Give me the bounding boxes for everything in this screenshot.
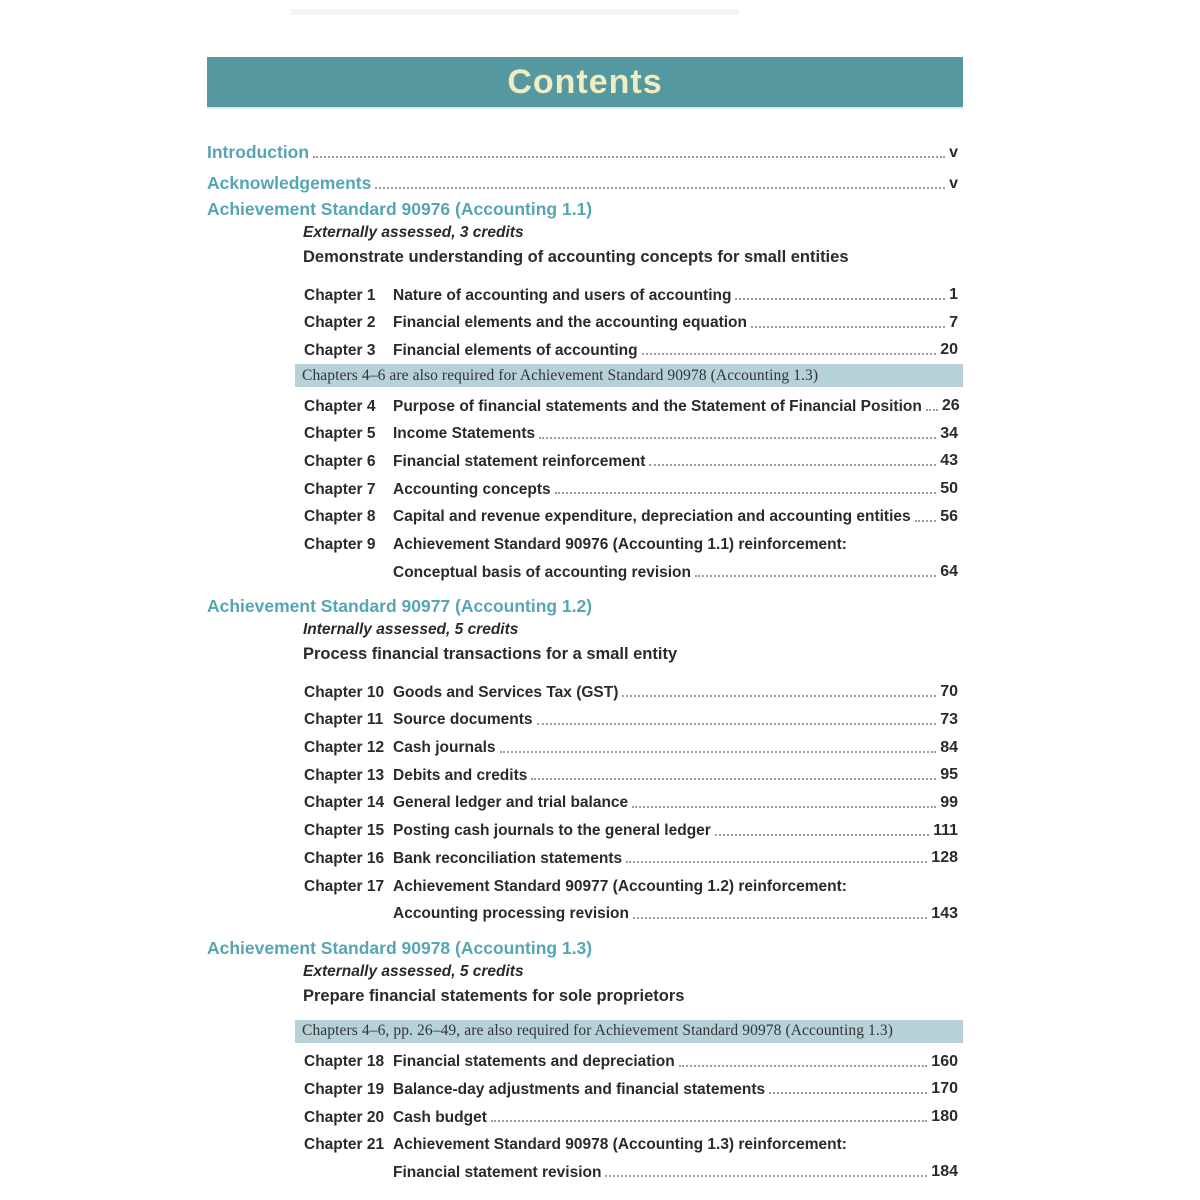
page-number: 99	[940, 793, 958, 811]
dotted-leader	[632, 806, 936, 808]
chapter-title: Financial statements and depreciation	[393, 1053, 675, 1071]
page-number: 26	[941, 397, 960, 415]
front-label: Introduction	[207, 141, 310, 162]
dotted-leader	[539, 437, 936, 439]
section-assessment: Externally assessed, 3 credits	[303, 224, 524, 241]
chapter-label: Chapter 1	[304, 286, 376, 304]
page-title: Contents	[507, 62, 663, 101]
dotted-leader	[926, 409, 938, 411]
page-number: 50	[940, 480, 958, 498]
chapter-label: Chapter 18	[304, 1053, 385, 1071]
chapter-label: Chapter 21	[304, 1136, 385, 1154]
page-number: 73	[940, 710, 958, 728]
toc-row	[207, 1103, 963, 1125]
chapter-title: Bank reconciliation statements	[393, 849, 623, 867]
section-description: Demonstrate understanding of accounting concepts for small entities	[303, 248, 849, 266]
dotted-leader	[735, 298, 945, 300]
page-number: 34	[940, 424, 958, 442]
chapter-title: Nature of accounting and users of accounting	[393, 286, 732, 304]
contents-header-bar	[207, 57, 963, 109]
section-description: Prepare financial statements for sole proprietors	[303, 986, 685, 1005]
chapter-label: Chapter 2	[304, 314, 376, 332]
note-bar	[295, 1020, 963, 1043]
chapter-title: Accounting concepts	[393, 480, 551, 498]
chapter-title: Financial statement revision	[393, 1163, 602, 1181]
toc-row	[207, 734, 963, 756]
chapter-title: Cash budget	[393, 1108, 487, 1126]
front-row	[207, 168, 963, 192]
chapter-title: Source documents	[393, 711, 533, 729]
dotted-leader	[626, 861, 927, 863]
chapter-title: Purpose of financial statements and the Statement of Financial Position	[393, 397, 922, 415]
chapter-title: Income Statements	[393, 425, 536, 443]
page-number: 43	[940, 452, 958, 470]
chapter-title: Posting cash journals to the general ledger	[393, 822, 711, 840]
toc-row	[207, 1131, 963, 1153]
toc-row	[207, 558, 963, 580]
toc-row	[207, 1075, 963, 1097]
dotted-leader	[622, 695, 936, 697]
chapter-title: Conceptual basis of accounting revision	[393, 563, 691, 581]
chapter-label: Chapter 17	[304, 877, 385, 895]
page-number: v	[949, 175, 958, 192]
chapter-title: Goods and Services Tax (GST)	[393, 683, 619, 701]
toc-row	[207, 761, 963, 783]
note-text: Chapters 4–6 are also required for Achievement Standard 90978 (Accounting 1.3)	[302, 366, 819, 384]
chapter-list	[207, 678, 963, 922]
dotted-leader	[500, 751, 937, 753]
toc-row	[207, 392, 963, 414]
dotted-leader	[695, 575, 936, 577]
chapter-title: Financial statement reinforcement	[393, 452, 646, 470]
chapter-label: Chapter 9	[304, 536, 376, 553]
page-number: 7	[949, 313, 958, 331]
chapter-label: Chapter 4	[304, 397, 376, 415]
page-number: 170	[931, 1080, 958, 1098]
dotted-leader	[751, 326, 945, 328]
chapter-label: Chapter 12	[304, 739, 385, 757]
chapter-label: Chapter 10	[304, 683, 385, 701]
page-number: 143	[931, 904, 958, 922]
toc-row	[207, 900, 963, 922]
section-description: Process financial transactions for a small entity	[303, 645, 678, 664]
page-number: 64	[940, 563, 958, 581]
page-number: 128	[931, 849, 958, 867]
section-heading: Achievement Standard 90978 (Accounting 1.3)	[207, 937, 593, 958]
chapter-title: Financial elements and the accounting equation	[393, 314, 747, 332]
page-number: 84	[940, 738, 958, 756]
sections-list	[207, 199, 963, 1180]
chapter-label: Chapter 16	[304, 849, 385, 867]
dotted-leader	[537, 723, 937, 725]
toc-row	[207, 1048, 963, 1070]
front-matter-list	[207, 137, 963, 192]
chapter-label: Chapter 14	[304, 794, 385, 812]
front-row	[207, 137, 963, 161]
dotted-leader	[642, 353, 937, 355]
chapter-label: Chapter 13	[304, 766, 385, 784]
page-number: 111	[933, 821, 958, 839]
dotted-leader	[555, 492, 937, 494]
chapter-label: Chapter 19	[304, 1080, 385, 1098]
dotted-leader	[915, 520, 937, 522]
chapter-title: Financial elements of accounting	[393, 341, 638, 359]
toc-section	[207, 199, 963, 580]
dotted-leader	[605, 1175, 927, 1177]
front-label: Acknowledgements	[207, 172, 372, 193]
contents-page	[207, 0, 963, 1186]
chapter-label: Chapter 15	[304, 822, 385, 840]
toc-row	[207, 531, 963, 553]
chapter-label: Chapter 20	[304, 1108, 385, 1126]
dotted-leader	[633, 917, 927, 919]
chapter-label: Chapter 3	[304, 341, 376, 359]
section-heading: Achievement Standard 90977 (Accounting 1.2)	[207, 596, 593, 617]
toc-section	[207, 938, 963, 1181]
section-assessment: Externally assessed, 5 credits	[303, 962, 524, 980]
page-number: 160	[931, 1052, 958, 1070]
chapter-label: Chapter 6	[304, 452, 376, 470]
chapter-title: Accounting processing revision	[393, 905, 629, 923]
page-number: 95	[940, 766, 958, 784]
chapter-title: General ledger and trial balance	[393, 794, 629, 812]
toc-row	[207, 1158, 963, 1180]
toc-row	[207, 475, 963, 497]
chapter-label: Chapter 8	[304, 508, 376, 526]
page-number: 70	[940, 683, 958, 701]
chapter-title: Capital and revenue expenditure, depreciation and accounting entities	[393, 508, 911, 526]
chapter-label: Chapter 7	[304, 480, 376, 498]
page-number: 1	[949, 286, 958, 303]
dotted-leader	[375, 187, 945, 189]
section-heading: Achievement Standard 90976 (Accounting 1.1)	[207, 199, 593, 219]
dotted-leader	[769, 1092, 927, 1094]
section-assessment: Internally assessed, 5 credits	[303, 621, 519, 639]
page-number: 180	[931, 1108, 958, 1126]
chapter-title: Balance-day adjustments and financial statements	[393, 1080, 766, 1098]
toc-section	[207, 596, 963, 922]
chapter-label: Chapter 11	[304, 711, 384, 729]
page-number: 56	[940, 507, 958, 525]
toc-row	[207, 420, 963, 442]
dotted-leader	[715, 834, 929, 836]
toc-row	[207, 309, 963, 331]
toc-row	[207, 281, 963, 303]
toc-row	[207, 336, 963, 358]
toc-row	[207, 706, 963, 728]
dotted-leader	[491, 1120, 927, 1122]
page-number: v	[949, 144, 958, 161]
dotted-leader	[313, 156, 945, 158]
chapter-list	[207, 281, 963, 580]
toc-row	[207, 817, 963, 839]
chapter-list	[207, 1020, 963, 1181]
toc-row	[207, 503, 963, 525]
dotted-leader	[679, 1065, 928, 1067]
toc-row	[207, 447, 963, 469]
dotted-leader	[649, 464, 936, 466]
toc-row	[207, 678, 963, 700]
chapter-title: Cash journals	[393, 739, 496, 757]
chapter-title: Achievement Standard 90977 (Accounting 1.2) reinforcement:	[393, 877, 847, 895]
chapter-title: Debits and credits	[393, 766, 528, 784]
toc-row	[207, 789, 963, 811]
dotted-leader	[531, 778, 936, 780]
chapter-label: Chapter 5	[304, 425, 376, 443]
page-number: 20	[940, 341, 958, 359]
toc-row	[207, 844, 963, 866]
chapter-title: Achievement Standard 90976 (Accounting 1.1) reinforcement:	[393, 536, 847, 553]
note-bar	[295, 364, 963, 387]
note-text: Chapters 4–6, pp. 26–49, are also required for Achievement Standard 90978 (Accounting 1.3)	[302, 1022, 893, 1040]
chapter-title: Achievement Standard 90978 (Accounting 1.3) reinforcement:	[393, 1136, 847, 1154]
toc-row	[207, 872, 963, 894]
page-number: 184	[931, 1163, 958, 1181]
